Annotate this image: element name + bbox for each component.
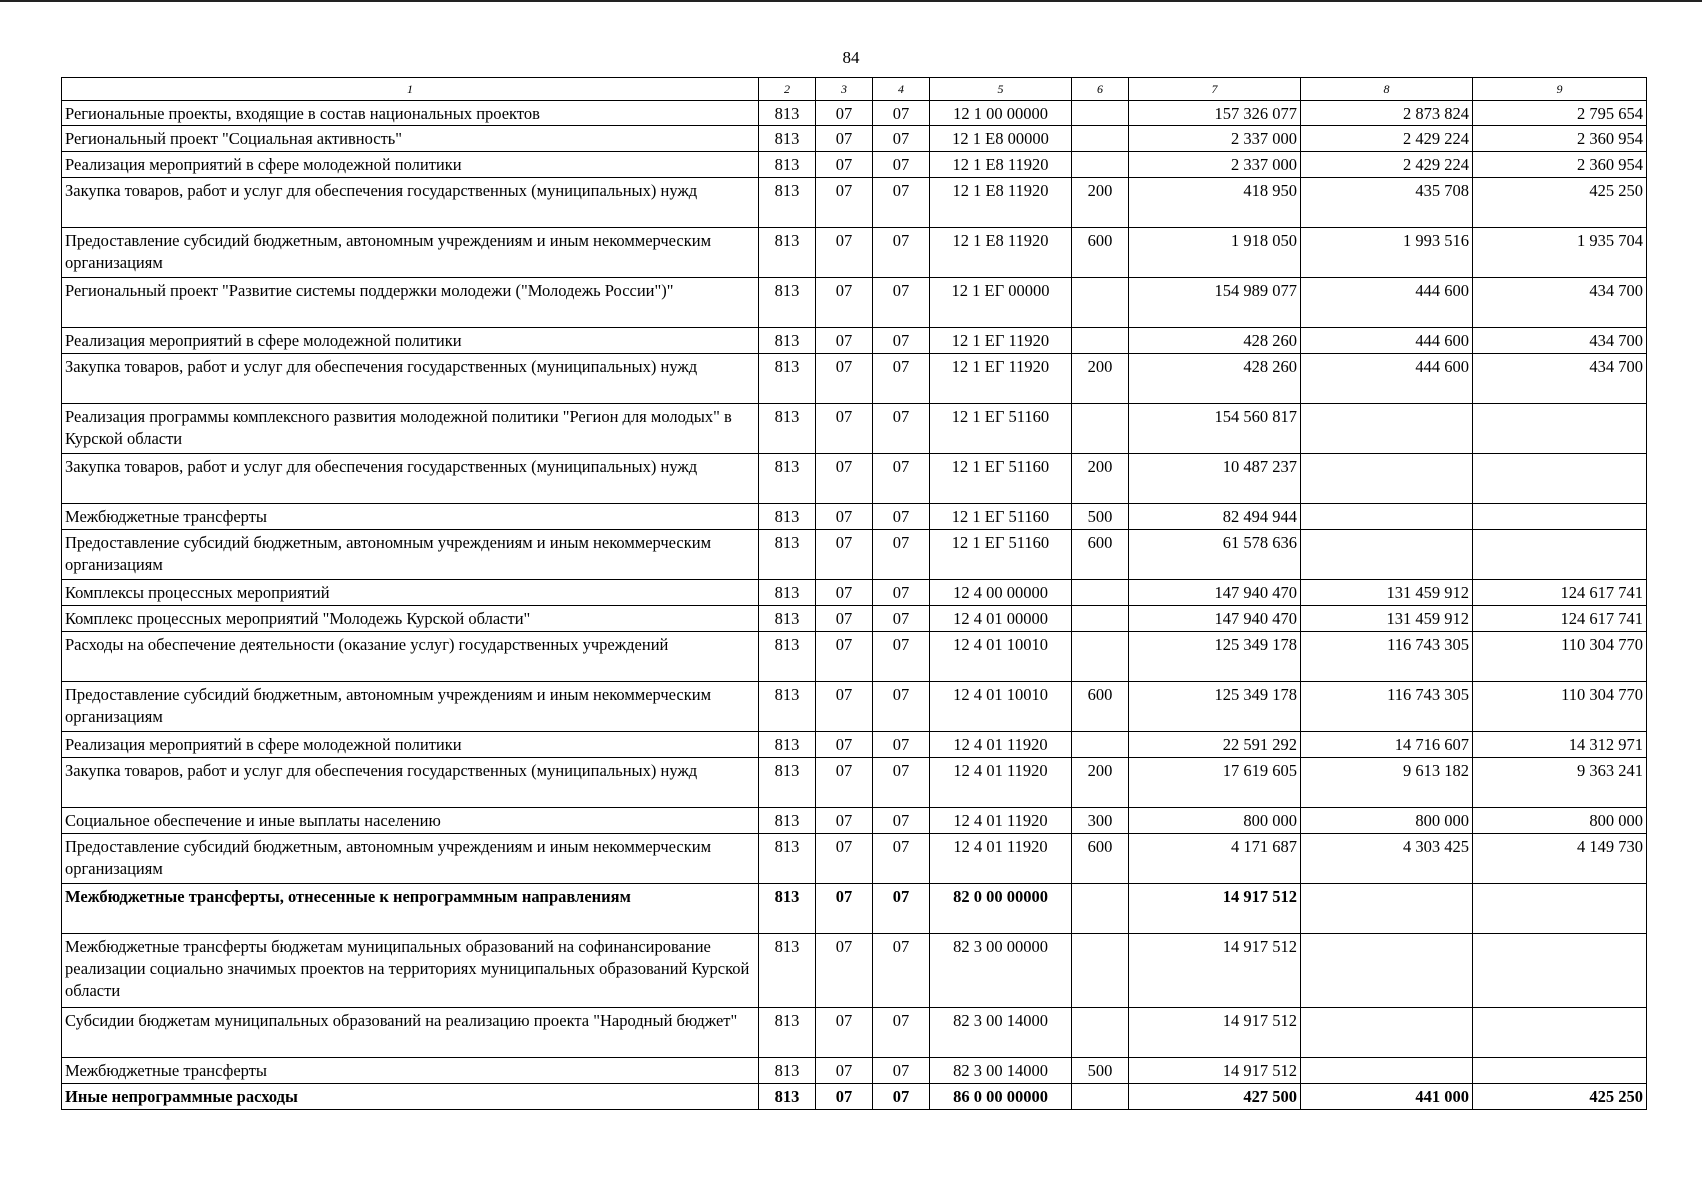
expense-type-cell: 200 (1072, 454, 1129, 504)
table-row (62, 530, 1647, 580)
row-name-cell: Комплекс процессных мероприятий "Молодежь Курской области" (62, 606, 759, 632)
amount-year3-cell (1473, 404, 1647, 454)
subsection-code-cell: 07 (873, 834, 930, 884)
row-name-cell: Закупка товаров, работ и услуг для обеспечения государственных (муниципальных) нужд (62, 354, 759, 404)
section-code-cell: 07 (816, 504, 873, 530)
subsection-code-cell: 07 (873, 682, 930, 732)
amount-year2-cell (1301, 934, 1473, 1008)
target-article-cell: 12 1 E8 11920 (930, 152, 1072, 178)
admin-code-cell: 813 (759, 1084, 816, 1110)
target-article-cell: 12 4 01 11920 (930, 732, 1072, 758)
section-code-cell: 07 (816, 101, 873, 126)
table-row (62, 454, 1647, 504)
row-name-cell: Предоставление субсидий бюджетным, автономным учреждениям и иным некоммерческим организациям (62, 530, 759, 580)
expense-type-cell (1072, 1084, 1129, 1110)
expense-type-cell (1072, 126, 1129, 152)
amount-year2-cell: 444 600 (1301, 354, 1473, 404)
expense-type-cell: 200 (1072, 178, 1129, 228)
amount-year3-cell: 2 360 954 (1473, 152, 1647, 178)
target-article-cell: 82 3 00 14000 (930, 1058, 1072, 1084)
section-code-cell: 07 (816, 328, 873, 354)
amount-year3-cell: 14 312 971 (1473, 732, 1647, 758)
column-header: 2 (759, 78, 816, 101)
admin-code-cell: 813 (759, 1058, 816, 1084)
section-code-cell: 07 (816, 1084, 873, 1110)
amount-year1-cell: 157 326 077 (1129, 101, 1301, 126)
amount-year2-cell: 444 600 (1301, 278, 1473, 328)
row-name-cell: Реализация мероприятий в сфере молодежной политики (62, 732, 759, 758)
target-article-cell: 12 1 ЕГ 00000 (930, 278, 1072, 328)
amount-year3-cell: 124 617 741 (1473, 580, 1647, 606)
expense-type-cell (1072, 580, 1129, 606)
subsection-code-cell: 07 (873, 278, 930, 328)
section-code-cell: 07 (816, 682, 873, 732)
amount-year3-cell (1473, 934, 1647, 1008)
expense-type-cell (1072, 404, 1129, 454)
subsection-code-cell: 07 (873, 1084, 930, 1110)
amount-year1-cell: 125 349 178 (1129, 682, 1301, 732)
section-code-cell: 07 (816, 606, 873, 632)
expense-type-cell (1072, 328, 1129, 354)
row-name-cell: Предоставление субсидий бюджетным, автономным учреждениям и иным некоммерческим организациям (62, 682, 759, 732)
row-name-cell: Предоставление субсидий бюджетным, автономным учреждениям и иным некоммерческим организациям (62, 834, 759, 884)
column-header: 5 (930, 78, 1072, 101)
table-row (62, 682, 1647, 732)
target-article-cell: 12 1 ЕГ 11920 (930, 354, 1072, 404)
subsection-code-cell: 07 (873, 101, 930, 126)
table-row (62, 580, 1647, 606)
table-row (62, 834, 1647, 884)
admin-code-cell: 813 (759, 632, 816, 682)
amount-year3-cell: 425 250 (1473, 178, 1647, 228)
section-code-cell: 07 (816, 1008, 873, 1058)
amount-year1-cell: 22 591 292 (1129, 732, 1301, 758)
row-name-cell: Закупка товаров, работ и услуг для обеспечения государственных (муниципальных) нужд (62, 758, 759, 808)
row-name-cell: Межбюджетные трансферты (62, 504, 759, 530)
section-code-cell: 07 (816, 758, 873, 808)
column-header: 7 (1129, 78, 1301, 101)
expense-type-cell (1072, 606, 1129, 632)
subsection-code-cell: 07 (873, 530, 930, 580)
target-article-cell: 12 1 ЕГ 51160 (930, 504, 1072, 530)
row-name-cell: Комплексы процессных мероприятий (62, 580, 759, 606)
section-code-cell: 07 (816, 278, 873, 328)
subsection-code-cell: 07 (873, 504, 930, 530)
subsection-code-cell: 07 (873, 758, 930, 808)
row-name-cell: Реализация мероприятий в сфере молодежной политики (62, 328, 759, 354)
subsection-code-cell: 07 (873, 808, 930, 834)
amount-year1-cell: 800 000 (1129, 808, 1301, 834)
table-row (62, 632, 1647, 682)
amount-year1-cell: 428 260 (1129, 328, 1301, 354)
target-article-cell: 12 1 E8 11920 (930, 228, 1072, 278)
row-name-cell: Региональный проект "Социальная активность" (62, 126, 759, 152)
row-name-cell: Социальное обеспечение и иные выплаты населению (62, 808, 759, 834)
subsection-code-cell: 07 (873, 606, 930, 632)
row-name-cell: Иные непрограммные расходы (62, 1084, 759, 1110)
target-article-cell: 12 4 01 11920 (930, 834, 1072, 884)
amount-year2-cell: 1 993 516 (1301, 228, 1473, 278)
amount-year3-cell (1473, 1008, 1647, 1058)
amount-year3-cell: 9 363 241 (1473, 758, 1647, 808)
amount-year1-cell: 82 494 944 (1129, 504, 1301, 530)
admin-code-cell: 813 (759, 1008, 816, 1058)
section-code-cell: 07 (816, 632, 873, 682)
amount-year3-cell: 110 304 770 (1473, 682, 1647, 732)
page-number: 84 (842, 48, 860, 67)
admin-code-cell: 813 (759, 328, 816, 354)
amount-year2-cell: 116 743 305 (1301, 682, 1473, 732)
column-header: 6 (1072, 78, 1129, 101)
table-row (62, 152, 1647, 178)
amount-year1-cell: 147 940 470 (1129, 606, 1301, 632)
amount-year3-cell: 2 795 654 (1473, 101, 1647, 126)
section-code-cell: 07 (816, 834, 873, 884)
amount-year2-cell (1301, 1058, 1473, 1084)
subsection-code-cell: 07 (873, 632, 930, 682)
section-code-cell: 07 (816, 178, 873, 228)
table-row (62, 934, 1647, 1008)
amount-year3-cell: 434 700 (1473, 354, 1647, 404)
target-article-cell: 12 1 ЕГ 51160 (930, 454, 1072, 504)
subsection-code-cell: 07 (873, 404, 930, 454)
expense-type-cell: 300 (1072, 808, 1129, 834)
amount-year1-cell: 428 260 (1129, 354, 1301, 404)
section-code-cell: 07 (816, 934, 873, 1008)
section-code-cell: 07 (816, 808, 873, 834)
table-body (62, 101, 1647, 1110)
column-number-row (62, 78, 1647, 101)
section-code-cell: 07 (816, 1058, 873, 1084)
section-code-cell: 07 (816, 530, 873, 580)
expense-type-cell: 600 (1072, 682, 1129, 732)
table-row (62, 606, 1647, 632)
amount-year2-cell (1301, 454, 1473, 504)
admin-code-cell: 813 (759, 884, 816, 934)
admin-code-cell: 813 (759, 808, 816, 834)
amount-year3-cell (1473, 504, 1647, 530)
column-header: 9 (1473, 78, 1647, 101)
amount-year3-cell: 434 700 (1473, 278, 1647, 328)
amount-year3-cell (1473, 530, 1647, 580)
amount-year1-cell: 147 940 470 (1129, 580, 1301, 606)
amount-year1-cell: 14 917 512 (1129, 934, 1301, 1008)
amount-year2-cell: 441 000 (1301, 1084, 1473, 1110)
amount-year1-cell: 2 337 000 (1129, 152, 1301, 178)
column-header: 4 (873, 78, 930, 101)
target-article-cell: 12 1 ЕГ 51160 (930, 404, 1072, 454)
amount-year1-cell: 427 500 (1129, 1084, 1301, 1110)
amount-year1-cell: 4 171 687 (1129, 834, 1301, 884)
admin-code-cell: 813 (759, 732, 816, 758)
expense-type-cell (1072, 152, 1129, 178)
admin-code-cell: 813 (759, 404, 816, 454)
admin-code-cell: 813 (759, 228, 816, 278)
amount-year2-cell: 2 873 824 (1301, 101, 1473, 126)
target-article-cell: 12 1 00 00000 (930, 101, 1072, 126)
row-name-cell: Субсидии бюджетам муниципальных образований на реализацию проекта "Народный бюджет" (62, 1008, 759, 1058)
table-row (62, 101, 1647, 126)
amount-year1-cell: 125 349 178 (1129, 632, 1301, 682)
amount-year2-cell (1301, 1008, 1473, 1058)
row-name-cell: Региональные проекты, входящие в состав национальных проектов (62, 101, 759, 126)
amount-year2-cell: 116 743 305 (1301, 632, 1473, 682)
amount-year3-cell (1473, 884, 1647, 934)
table-row (62, 808, 1647, 834)
page-top-border (0, 0, 1702, 2)
target-article-cell: 12 1 E8 00000 (930, 126, 1072, 152)
amount-year3-cell: 2 360 954 (1473, 126, 1647, 152)
amount-year1-cell: 2 337 000 (1129, 126, 1301, 152)
expense-type-cell: 600 (1072, 228, 1129, 278)
amount-year1-cell: 1 918 050 (1129, 228, 1301, 278)
admin-code-cell: 813 (759, 152, 816, 178)
section-code-cell: 07 (816, 732, 873, 758)
subsection-code-cell: 07 (873, 328, 930, 354)
amount-year3-cell (1473, 454, 1647, 504)
admin-code-cell: 813 (759, 101, 816, 126)
table-row (62, 504, 1647, 530)
table-row (62, 758, 1647, 808)
table-row (62, 732, 1647, 758)
amount-year2-cell: 4 303 425 (1301, 834, 1473, 884)
table-row (62, 278, 1647, 328)
section-code-cell: 07 (816, 152, 873, 178)
expense-type-cell (1072, 732, 1129, 758)
row-name-cell: Реализация программы комплексного развития молодежной политики "Регион для молодых" в Курской области (62, 404, 759, 454)
amount-year3-cell: 110 304 770 (1473, 632, 1647, 682)
amount-year3-cell: 800 000 (1473, 808, 1647, 834)
admin-code-cell: 813 (759, 758, 816, 808)
admin-code-cell: 813 (759, 126, 816, 152)
amount-year3-cell: 124 617 741 (1473, 606, 1647, 632)
amount-year2-cell: 2 429 224 (1301, 126, 1473, 152)
admin-code-cell: 813 (759, 354, 816, 404)
row-name-cell: Реализация мероприятий в сфере молодежной политики (62, 152, 759, 178)
amount-year2-cell: 2 429 224 (1301, 152, 1473, 178)
admin-code-cell: 813 (759, 934, 816, 1008)
amount-year2-cell: 131 459 912 (1301, 606, 1473, 632)
amount-year2-cell: 9 613 182 (1301, 758, 1473, 808)
target-article-cell: 12 4 01 11920 (930, 808, 1072, 834)
amount-year3-cell (1473, 1058, 1647, 1084)
target-article-cell: 12 4 01 10010 (930, 682, 1072, 732)
expense-type-cell: 500 (1072, 504, 1129, 530)
target-article-cell: 86 0 00 00000 (930, 1084, 1072, 1110)
amount-year1-cell: 17 619 605 (1129, 758, 1301, 808)
expense-type-cell: 500 (1072, 1058, 1129, 1084)
amount-year3-cell: 4 149 730 (1473, 834, 1647, 884)
amount-year3-cell: 1 935 704 (1473, 228, 1647, 278)
target-article-cell: 82 3 00 00000 (930, 934, 1072, 1008)
target-article-cell: 12 4 01 00000 (930, 606, 1072, 632)
table-row (62, 328, 1647, 354)
target-article-cell: 12 4 00 00000 (930, 580, 1072, 606)
subsection-code-cell: 07 (873, 884, 930, 934)
table-row (62, 126, 1647, 152)
expense-type-cell: 600 (1072, 530, 1129, 580)
expense-type-cell (1072, 884, 1129, 934)
target-article-cell: 12 1 ЕГ 11920 (930, 328, 1072, 354)
expense-type-cell (1072, 101, 1129, 126)
table-row (62, 1008, 1647, 1058)
admin-code-cell: 813 (759, 834, 816, 884)
section-code-cell: 07 (816, 126, 873, 152)
subsection-code-cell: 07 (873, 126, 930, 152)
table-row (62, 178, 1647, 228)
expense-type-cell: 200 (1072, 354, 1129, 404)
amount-year1-cell: 10 487 237 (1129, 454, 1301, 504)
column-header: 3 (816, 78, 873, 101)
amount-year1-cell: 418 950 (1129, 178, 1301, 228)
target-article-cell: 12 1 ЕГ 51160 (930, 530, 1072, 580)
row-name-cell: Предоставление субсидий бюджетным, автономным учреждениям и иным некоммерческим организациям (62, 228, 759, 278)
row-name-cell: Закупка товаров, работ и услуг для обеспечения государственных (муниципальных) нужд (62, 178, 759, 228)
table-row (62, 1084, 1647, 1110)
table-row (62, 1058, 1647, 1084)
section-code-cell: 07 (816, 580, 873, 606)
table-row (62, 884, 1647, 934)
column-header: 8 (1301, 78, 1473, 101)
amount-year2-cell: 444 600 (1301, 328, 1473, 354)
expense-type-cell (1072, 632, 1129, 682)
amount-year2-cell (1301, 884, 1473, 934)
admin-code-cell: 813 (759, 454, 816, 504)
subsection-code-cell: 07 (873, 1058, 930, 1084)
admin-code-cell: 813 (759, 580, 816, 606)
target-article-cell: 12 4 01 10010 (930, 632, 1072, 682)
amount-year1-cell: 154 989 077 (1129, 278, 1301, 328)
amount-year2-cell (1301, 504, 1473, 530)
row-name-cell: Закупка товаров, работ и услуг для обеспечения государственных (муниципальных) нужд (62, 454, 759, 504)
row-name-cell: Межбюджетные трансферты (62, 1058, 759, 1084)
amount-year2-cell: 131 459 912 (1301, 580, 1473, 606)
subsection-code-cell: 07 (873, 228, 930, 278)
amount-year1-cell: 14 917 512 (1129, 1008, 1301, 1058)
row-name-cell: Расходы на обеспечение деятельности (оказание услуг) государственных учреждений (62, 632, 759, 682)
row-name-cell: Региональный проект "Развитие системы поддержки молодежи ("Молодежь России")" (62, 278, 759, 328)
amount-year2-cell (1301, 530, 1473, 580)
expense-type-cell: 200 (1072, 758, 1129, 808)
target-article-cell: 12 4 01 11920 (930, 758, 1072, 808)
admin-code-cell: 813 (759, 606, 816, 632)
target-article-cell: 82 3 00 14000 (930, 1008, 1072, 1058)
subsection-code-cell: 07 (873, 934, 930, 1008)
subsection-code-cell: 07 (873, 732, 930, 758)
subsection-code-cell: 07 (873, 1008, 930, 1058)
section-code-cell: 07 (816, 404, 873, 454)
subsection-code-cell: 07 (873, 152, 930, 178)
expense-type-cell (1072, 278, 1129, 328)
target-article-cell: 82 0 00 00000 (930, 884, 1072, 934)
amount-year2-cell: 435 708 (1301, 178, 1473, 228)
section-code-cell: 07 (816, 884, 873, 934)
amount-year1-cell: 61 578 636 (1129, 530, 1301, 580)
section-code-cell: 07 (816, 354, 873, 404)
section-code-cell: 07 (816, 454, 873, 504)
amount-year3-cell: 434 700 (1473, 328, 1647, 354)
amount-year3-cell: 425 250 (1473, 1084, 1647, 1110)
budget-table (61, 77, 1647, 1110)
table-row (62, 404, 1647, 454)
admin-code-cell: 813 (759, 178, 816, 228)
table-row (62, 354, 1647, 404)
subsection-code-cell: 07 (873, 580, 930, 606)
amount-year2-cell: 800 000 (1301, 808, 1473, 834)
admin-code-cell: 813 (759, 504, 816, 530)
column-header: 1 (62, 78, 759, 101)
expense-type-cell (1072, 934, 1129, 1008)
row-name-cell: Межбюджетные трансферты бюджетам муниципальных образований на софинансирование реализации социально значимых проектов на территориях муниципальных образований Курской области (62, 934, 759, 1008)
section-code-cell: 07 (816, 228, 873, 278)
amount-year2-cell (1301, 404, 1473, 454)
expense-type-cell: 600 (1072, 834, 1129, 884)
subsection-code-cell: 07 (873, 354, 930, 404)
subsection-code-cell: 07 (873, 178, 930, 228)
table-row (62, 228, 1647, 278)
expense-type-cell (1072, 1008, 1129, 1058)
admin-code-cell: 813 (759, 682, 816, 732)
admin-code-cell: 813 (759, 278, 816, 328)
row-name-cell: Межбюджетные трансферты, отнесенные к непрограммным направлениям (62, 884, 759, 934)
target-article-cell: 12 1 E8 11920 (930, 178, 1072, 228)
amount-year1-cell: 154 560 817 (1129, 404, 1301, 454)
subsection-code-cell: 07 (873, 454, 930, 504)
amount-year2-cell: 14 716 607 (1301, 732, 1473, 758)
amount-year1-cell: 14 917 512 (1129, 1058, 1301, 1084)
admin-code-cell: 813 (759, 530, 816, 580)
amount-year1-cell: 14 917 512 (1129, 884, 1301, 934)
